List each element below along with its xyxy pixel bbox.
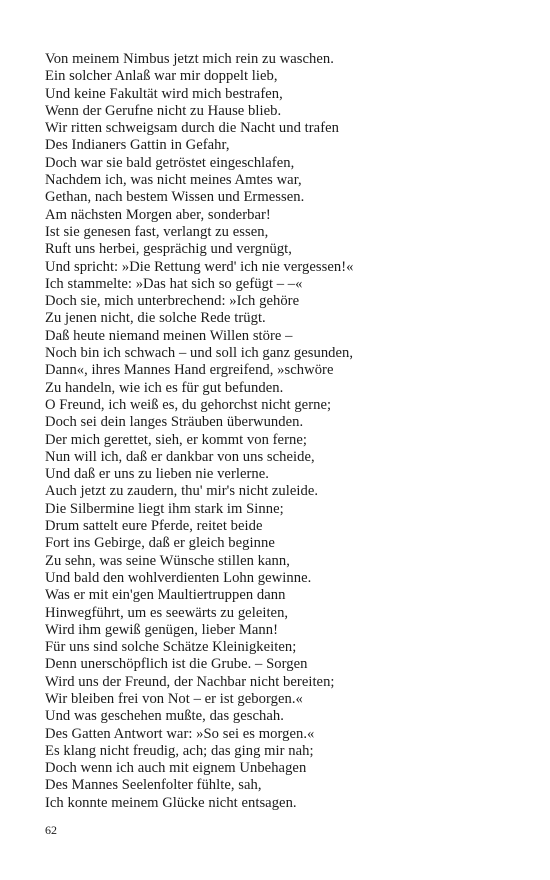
verse-line: Und daß er uns zu lieben nie verlerne. — [45, 466, 269, 483]
verse-line: Doch war sie bald getröstet eingeschlafen, — [45, 154, 295, 171]
verse-line: Fort ins Gebirge, daß er gleich beginne — [45, 535, 275, 552]
verse-line: Was er mit ein'gen Maultiertruppen dann — [45, 587, 286, 604]
verse-line: Und was geschehen mußte, das geschah. — [45, 708, 284, 725]
verse-line: Wir ritten schweigsam durch die Nacht und trafen — [45, 120, 339, 137]
verse-line: Auch jetzt zu zaudern, thu' mir's nicht zuleide. — [45, 483, 319, 500]
verse-line: Zu jenen nicht, die solche Rede trügt. — [45, 310, 266, 327]
verse-line: Am nächsten Morgen aber, sonderbar! — [45, 206, 271, 223]
verse-line: Doch sei dein langes Sträuben überwunden. — [45, 414, 304, 431]
poem-text — [45, 51, 515, 812]
verse-line: Und spricht: »Die Rettung werd' ich nie vergessen!« — [45, 258, 354, 275]
verse-line: Wird ihm gewiß genügen, lieber Mann! — [45, 621, 279, 638]
verse-line: Ich stammelte: »Das hat sich so gefügt – –« — [45, 275, 303, 292]
verse-line: Ein solcher Anlaß war mir doppelt lieb, — [45, 68, 278, 85]
verse-line: Wir bleiben frei von Not – er ist geborgen.« — [45, 690, 303, 707]
verse-line: Von meinem Nimbus jetzt mich rein zu waschen. — [45, 51, 334, 67]
verse-line: Des Gatten Antwort war: »So sei es morgen.« — [45, 725, 315, 742]
verse-line: O Freund, ich weiß es, du gehorchst nicht gerne; — [45, 396, 332, 413]
verse-line: Und keine Fakultät wird mich bestrafen, — [45, 85, 283, 102]
verse-line: Des Mannes Seelenfolter fühlte, sah, — [45, 777, 262, 794]
verse-line: Es klang nicht freudig, ach; das ging mir nah; — [45, 742, 314, 759]
verse-line: Noch bin ich schwach – und soll ich ganz gesunden, — [45, 345, 354, 362]
verse-line: Ruft uns herbei, gesprächig und vergnügt, — [45, 241, 292, 258]
verse-line: Die Silbermine liegt ihm stark im Sinne; — [45, 500, 284, 517]
verse-line: Denn unerschöpflich ist die Grube. – Sorgen — [45, 656, 308, 673]
page-number: 62 — [45, 823, 57, 837]
verse-line: Des Indianers Gattin in Gefahr, — [45, 137, 230, 154]
verse-line: Wird uns der Freund, der Nachbar nicht bereiten; — [45, 673, 335, 690]
verse-line: Doch sie, mich unterbrechend: »Ich gehöre — [45, 293, 300, 310]
verse-line: Zu handeln, wie ich es für gut befunden. — [45, 379, 284, 396]
verse-line: Daß heute niemand meinen Willen störe – — [45, 327, 293, 344]
verse-line: Zu sehn, was seine Wünsche stillen kann, — [45, 552, 290, 569]
verse-line: Doch wenn ich auch mit eignem Unbehagen — [45, 760, 307, 777]
verse-line: Gethan, nach bestem Wissen und Ermessen. — [45, 189, 305, 206]
verse-line: Ich konnte meinem Glücke nicht entsagen. — [45, 794, 297, 811]
verse-line: Nun will ich, daß er dankbar von uns scheide, — [45, 448, 315, 465]
verse-line: Drum sattelt eure Pferde, reitet beide — [45, 518, 263, 535]
verse-line: Nachdem ich, was nicht meines Amtes war, — [45, 172, 302, 189]
verse-line: Wenn der Gerufne nicht zu Hause blieb. — [45, 102, 282, 119]
verse-line: Dann«, ihres Mannes Hand ergreifend, »schwöre — [45, 362, 334, 379]
verse-line: Für uns sind solche Schätze Kleinigkeiten; — [45, 639, 297, 656]
verse-line: Hinwegführt, um es seewärts zu geleiten, — [45, 604, 289, 621]
verse-line: Der mich gerettet, sieh, er kommt von ferne; — [45, 431, 307, 448]
verse-line: Und bald den wohlverdienten Lohn gewinne. — [45, 569, 312, 586]
verse-line: Ist sie genesen fast, verlangt zu essen, — [45, 223, 269, 240]
